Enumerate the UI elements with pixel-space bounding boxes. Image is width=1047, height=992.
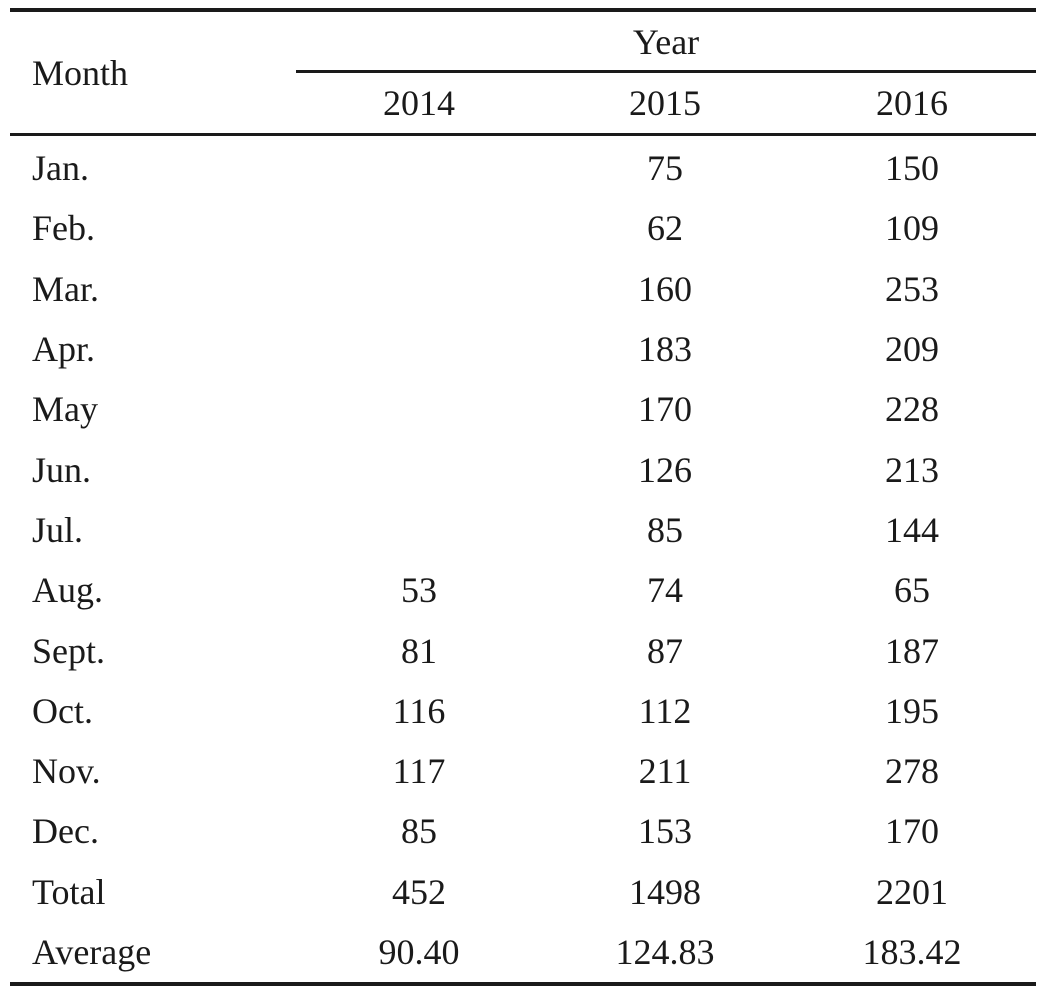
cell-2015: 74 — [647, 570, 683, 611]
month-column-header: Month — [10, 10, 296, 135]
cell-2014 — [296, 439, 542, 499]
year-group-header — [296, 10, 1036, 73]
table-row — [10, 620, 1036, 680]
table-row — [10, 198, 1036, 258]
row-month-label: Feb. — [32, 208, 95, 249]
cell-2014: 85 — [401, 811, 437, 852]
table-row-average — [10, 922, 1036, 984]
cell-2016: 213 — [885, 449, 939, 490]
table-header — [10, 10, 1036, 135]
cell-2015: 62 — [647, 208, 683, 249]
cell-2016: 209 — [885, 329, 939, 370]
cell-2015: 75 — [647, 148, 683, 189]
year-group-rule — [296, 70, 1036, 73]
cell-2016: 2201 — [876, 871, 948, 912]
cell-2015: 211 — [638, 751, 692, 792]
cell-2015: 112 — [638, 690, 692, 731]
cell-2015: 160 — [638, 268, 692, 309]
cell-2014 — [296, 379, 542, 439]
table-row — [10, 259, 1036, 319]
row-month-label: Oct. — [32, 690, 93, 731]
cell-2014 — [296, 319, 542, 379]
row-month-label: Jul. — [32, 509, 84, 550]
cell-2014 — [296, 259, 542, 319]
cell-2014: 452 — [392, 871, 446, 912]
cell-2014: 53 — [401, 570, 437, 611]
row-month-label: May — [32, 389, 98, 430]
cell-2016: 183.42 — [788, 922, 1036, 984]
cell-2015: 124.83 — [542, 922, 788, 984]
year-column-header-2015: 2015 — [542, 73, 788, 135]
row-month-label: Average — [10, 922, 296, 984]
year-group-label: Year — [632, 22, 700, 63]
row-month-label: Mar. — [32, 268, 99, 309]
table-row — [10, 500, 1036, 560]
table-row — [10, 560, 1036, 620]
table-row — [10, 801, 1036, 861]
year-column-header-2016: 2016 — [788, 73, 1036, 135]
cell-2014 — [296, 198, 542, 258]
cell-2014: 117 — [392, 751, 446, 792]
table-row — [10, 741, 1036, 801]
row-month-label: Total — [32, 871, 106, 912]
cell-2015: 153 — [638, 811, 692, 852]
row-month-label: Apr. — [32, 329, 95, 370]
table-row-total — [10, 862, 1036, 922]
table-row — [10, 681, 1036, 741]
table-row — [10, 439, 1036, 499]
cell-2016: 278 — [885, 751, 939, 792]
cell-2016: 65 — [894, 570, 930, 611]
year-column-header-2014: 2014 — [296, 73, 542, 135]
data-table-container — [10, 8, 1036, 986]
table-row — [10, 319, 1036, 379]
cell-2016: 150 — [885, 148, 939, 189]
cell-2015: 126 — [638, 449, 692, 490]
cell-2016: 253 — [885, 268, 939, 309]
table-row — [10, 379, 1036, 439]
table-row — [10, 135, 1036, 199]
cell-2015: 183 — [638, 329, 692, 370]
header-row-group — [10, 10, 1036, 73]
cell-2016: 109 — [885, 208, 939, 249]
row-month-label: Sept. — [32, 630, 106, 671]
cell-2016: 170 — [885, 811, 939, 852]
cell-2016: 228 — [885, 389, 939, 430]
cell-2014: 81 — [401, 630, 437, 671]
cell-2016: 144 — [885, 509, 939, 550]
cell-2016: 195 — [885, 690, 939, 731]
cell-2015: 170 — [638, 389, 692, 430]
table-body — [10, 135, 1036, 985]
cell-2016: 187 — [885, 630, 939, 671]
cell-2014 — [296, 135, 542, 199]
cell-2015: 1498 — [629, 871, 701, 912]
row-month-label: Jun. — [32, 449, 92, 490]
monthly-counts-table — [10, 8, 1036, 986]
cell-2014: 116 — [392, 690, 446, 731]
row-month-label: Nov. — [32, 751, 101, 792]
row-month-label: Dec. — [32, 811, 99, 852]
cell-2014 — [296, 500, 542, 560]
cell-2015: 85 — [647, 509, 683, 550]
cell-2015: 87 — [647, 630, 683, 671]
cell-2014: 90.40 — [296, 922, 542, 984]
row-month-label: Jan. — [32, 148, 89, 189]
row-month-label: Aug. — [32, 570, 103, 611]
